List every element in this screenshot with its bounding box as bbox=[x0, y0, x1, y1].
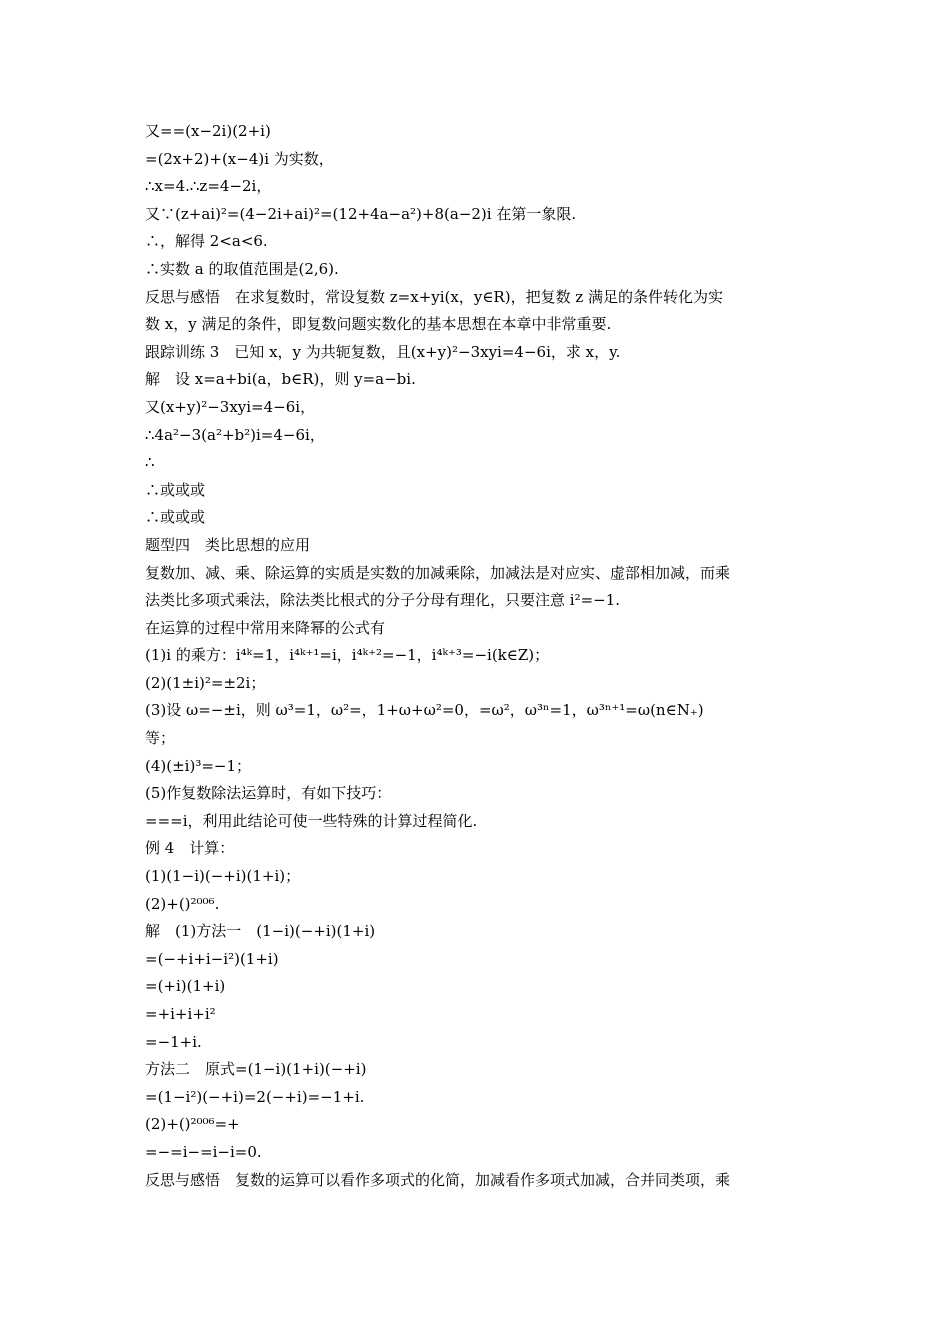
text-line: 跟踪训练 3 已知 x，y 为共轭复数，且(x+y)²−3xyi=4−6i，求 x，y. bbox=[145, 342, 621, 361]
text-line: (3)设 ω=−±i，则 ω³=1，ω²=，1+ω+ω²=0，=ω²，ω³ⁿ=1，ω³ⁿ⁺¹=ω(n∈N₊) bbox=[145, 701, 704, 720]
text-line: 又∵(z+ai)²=(4−2i+ai)²=(12+4a−a²)+8(a−2)i 在第一象限. bbox=[145, 204, 577, 223]
text-line: 题型四 类比思想的应用 bbox=[145, 535, 311, 554]
text-line: ∴实数 a 的取值范围是(2,6). bbox=[145, 259, 339, 278]
text-line: 又==(x−2i)(2+i) bbox=[145, 122, 271, 140]
text-line: ∴x=4.∴z=4−2i， bbox=[145, 177, 272, 196]
text-line: (5)作复数除法运算时，有如下技巧： bbox=[145, 784, 392, 803]
text-line: 等； bbox=[145, 729, 176, 748]
text-line: 复数加、减、乘、除运算的实质是实数的加减乘除，加减法是对应实、虚部相加减，而乘 bbox=[145, 563, 731, 582]
text-line: (2)+()²⁰⁰⁶=+ bbox=[145, 1115, 240, 1134]
text-line: 例 4 计算： bbox=[145, 839, 235, 858]
text-line: ∴4a²−3(a²+b²)i=4−6i， bbox=[145, 425, 325, 444]
text-line: 数 x，y 满足的条件，即复数问题实数化的基本思想在本章中非常重要. bbox=[145, 315, 612, 334]
text-line: 又(x+y)²−3xyi=4−6i， bbox=[145, 397, 316, 416]
text-line: ∴，解得 2<a<6. bbox=[145, 232, 268, 251]
text-line: 解 设 x=a+bi(a，b∈R)，则 y=a−bi. bbox=[145, 370, 416, 389]
text-line: (1)i 的乘方：i⁴ᵏ=1，i⁴ᵏ⁺¹=i，i⁴ᵏ⁺²=−1，i⁴ᵏ⁺³=−i(k∈Z)； bbox=[145, 646, 550, 665]
text-line: =(1−i²)(−+i)=2(−+i)=−1+i. bbox=[145, 1087, 365, 1106]
text-line: =(−+i+i−i²)(1+i) bbox=[145, 949, 279, 968]
text-line: (2)(1±i)²=±2i； bbox=[145, 673, 266, 692]
text-line: (1)(1−i)(−+i)(1+i)； bbox=[145, 867, 301, 886]
text-line: ===i，利用此结论可使一些特殊的计算过程简化. bbox=[145, 811, 478, 830]
text-line: =+i+i+i² bbox=[145, 1005, 216, 1023]
text-line: =(2x+2)+(x−4)i 为实数， bbox=[145, 149, 334, 168]
text-line: ∴ bbox=[145, 453, 155, 472]
text-line: =−1+i. bbox=[145, 1032, 202, 1051]
text-line: =−=i−=i−i=0. bbox=[145, 1142, 262, 1161]
text-line: 在运算的过程中常用来降幂的公式有 bbox=[145, 618, 386, 637]
text-line: 法类比多项式乘法，除法类比根式的分子分母有理化，只要注意 i²=−1. bbox=[145, 591, 621, 610]
text-line: =(+i)(1+i) bbox=[145, 977, 226, 996]
text-line: 反思与感悟 在求复数时，常设复数 z=x+yi(x，y∈R)，把复数 z 满足的条件转化为实 bbox=[145, 287, 724, 306]
text-line: ∴或或或 bbox=[145, 508, 206, 527]
text-line: 解 (1)方法一 (1−i)(−+i)(1+i) bbox=[145, 922, 376, 941]
document-body bbox=[145, 118, 815, 1194]
text-line: (2)+()²⁰⁰⁶. bbox=[145, 894, 220, 913]
text-line: ∴或或或 bbox=[145, 480, 206, 499]
text-line: 反思与感悟 复数的运算可以看作多项式的化简，加减看作多项式加减，合并同类项，乘 bbox=[145, 1170, 731, 1189]
text-line: 方法二 原式=(1−i)(1+i)(−+i) bbox=[145, 1060, 367, 1079]
text-line: (4)(±i)³=−1； bbox=[145, 756, 252, 775]
